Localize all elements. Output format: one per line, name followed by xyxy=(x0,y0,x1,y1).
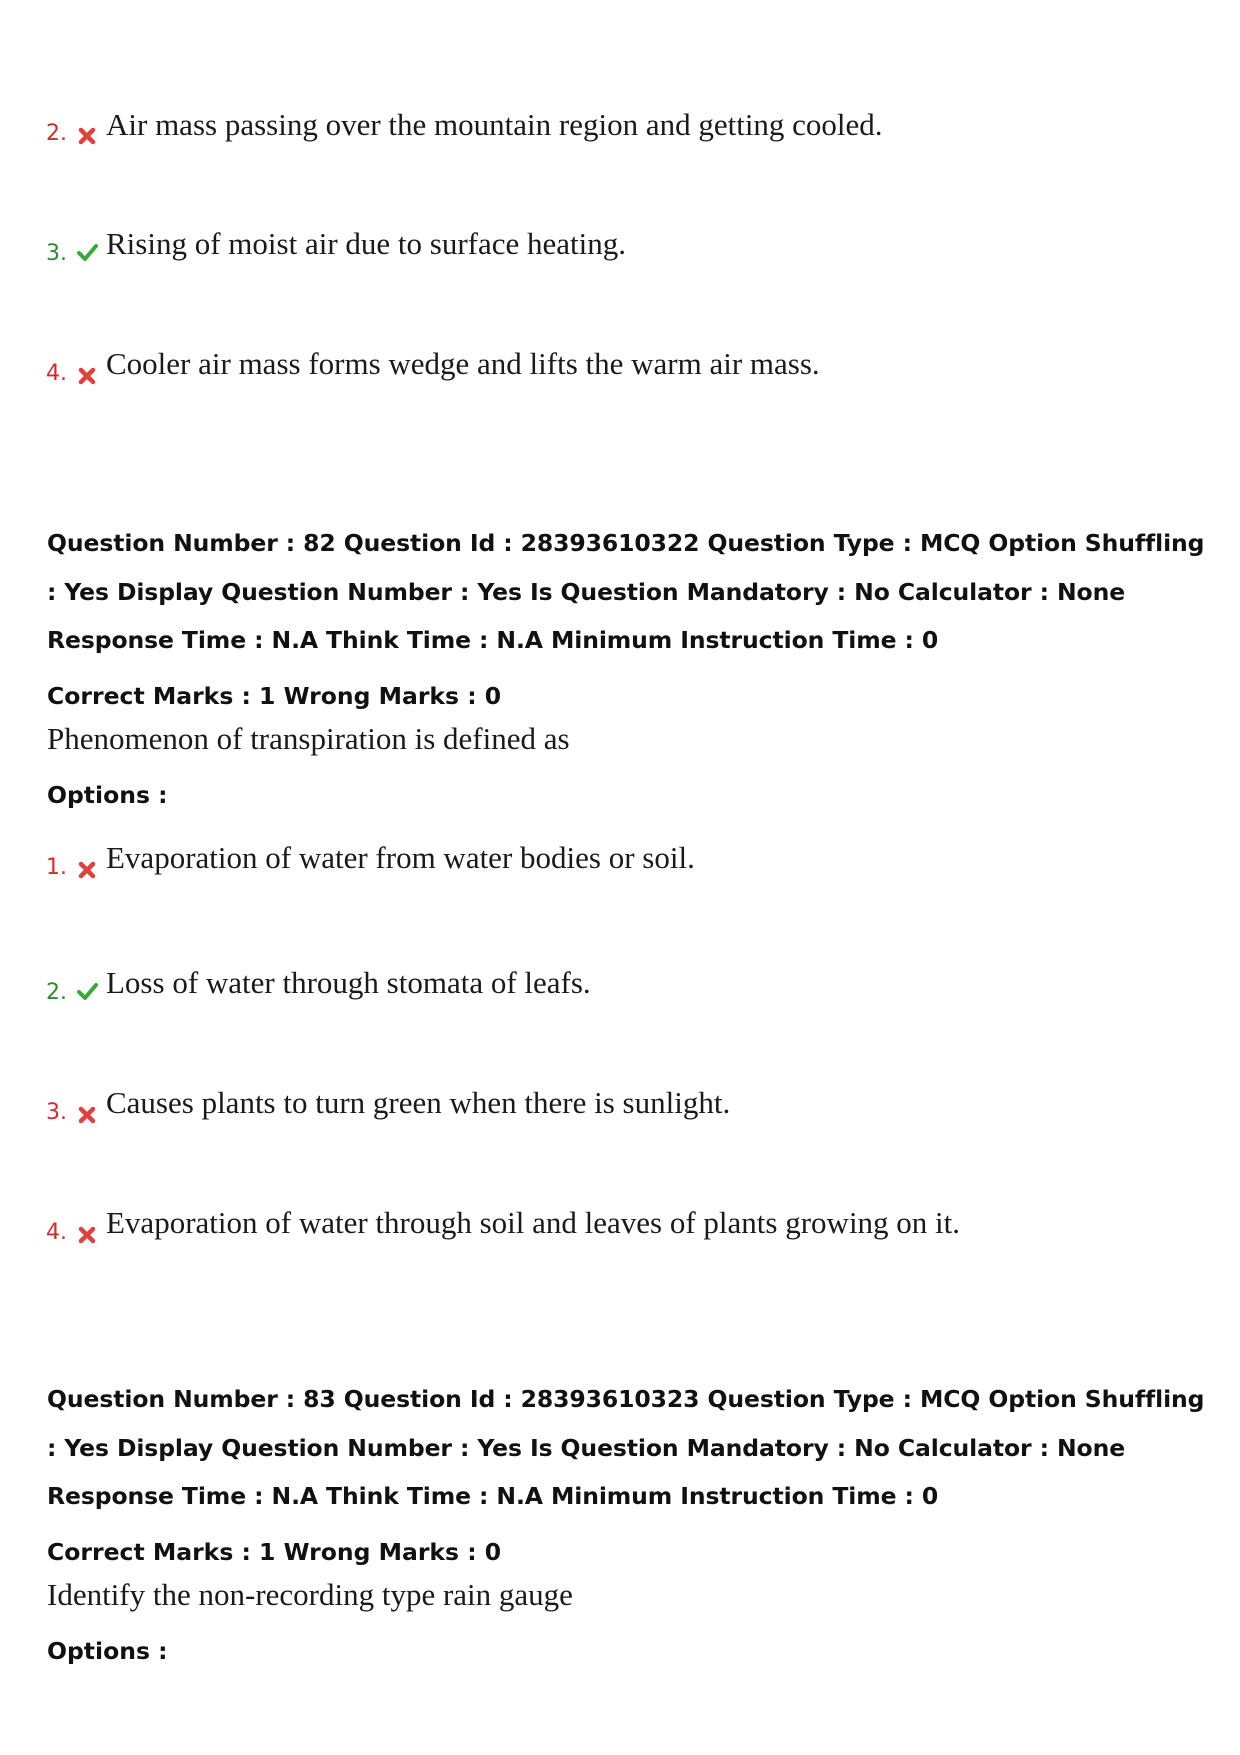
options-label: Options : xyxy=(47,1637,168,1665)
option-number: 3. xyxy=(46,241,67,266)
option-number: 4. xyxy=(46,361,67,386)
question-text: Phenomenon of transpiration is defined as xyxy=(47,721,570,756)
option-text: Evaporation of water from water bodies or soil. xyxy=(106,840,695,875)
option-number: 2. xyxy=(46,121,67,146)
option-text: Evaporation of water through soil and leaves of plants growing on it. xyxy=(106,1205,961,1240)
check-icon xyxy=(76,980,98,1002)
option-number: 2. xyxy=(46,980,67,1005)
question-meta: Question Number : 83 Question Id : 28393610323 Question Type : MCQ Option Shuffling : Yes Display Question Number : Yes Is Question Mandatory : No Calculator : None Response Time : N.A Think Time : N.A Minimum Instruction Time : 0 xyxy=(47,1385,1205,1510)
option-text: Loss of water through stomata of leafs. xyxy=(106,965,591,1000)
cross-icon xyxy=(76,365,98,387)
option-number: 4. xyxy=(46,1220,67,1245)
question-marks: Correct Marks : 1 Wrong Marks : 0 xyxy=(47,682,502,710)
options-label: Options : xyxy=(47,781,168,809)
option-number: 1. xyxy=(46,855,67,880)
option-text: Rising of moist air due to surface heating. xyxy=(106,226,626,261)
cross-icon xyxy=(76,1224,98,1246)
cross-icon xyxy=(76,1104,98,1126)
cross-icon xyxy=(76,859,98,881)
option-number: 3. xyxy=(46,1100,67,1125)
question-marks: Correct Marks : 1 Wrong Marks : 0 xyxy=(47,1538,502,1566)
question-text: Identify the non-recording type rain gauge xyxy=(47,1577,573,1612)
check-icon xyxy=(76,241,98,263)
cross-icon xyxy=(76,125,98,147)
option-text: Air mass passing over the mountain region and getting cooled. xyxy=(106,107,883,142)
question-meta: Question Number : 82 Question Id : 28393610322 Question Type : MCQ Option Shuffling : Yes Display Question Number : Yes Is Question Mandatory : No Calculator : None Response Time : N.A Think Time : N.A Minimum Instruction Time : 0 xyxy=(47,529,1205,654)
option-text: Causes plants to turn green when there is sunlight. xyxy=(106,1085,731,1120)
option-text: Cooler air mass forms wedge and lifts the warm air mass. xyxy=(106,346,820,381)
